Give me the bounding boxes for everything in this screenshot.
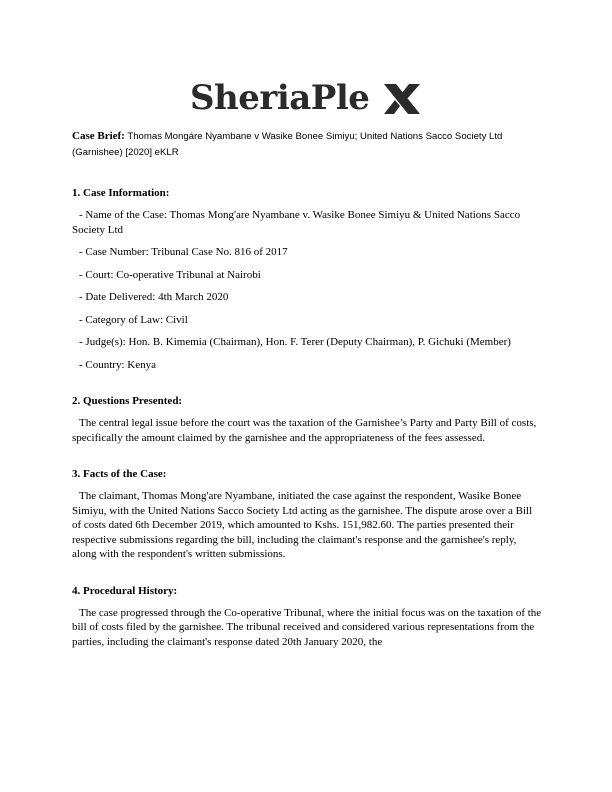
section-case-information xyxy=(72,186,542,372)
list-item: - Judge(s): Hon. B. Kimemia (Chairman), Hon. F. Terer (Deputy Chairman), P. Gichuki (Member) xyxy=(79,336,511,348)
list-item: - Category of Law: Civil xyxy=(79,313,188,326)
list-item: - Case Number: Tribunal Case No. 816 of 2017 xyxy=(79,246,288,258)
section-procedural-history xyxy=(72,584,542,650)
section-heading: 3. Facts of the Case: xyxy=(72,468,167,480)
logo-wordmark: SheriaPle xyxy=(190,78,370,118)
case-brief-name: Thomas Mongáre Nyambane v Wasike Bonee Simiyu; United Nations Sacco Society Ltd (Garnishee) [2020] eKLR xyxy=(72,131,503,158)
case-brief-title xyxy=(72,128,542,161)
logo-x-mark-icon xyxy=(382,82,422,116)
list-item: - Court: Co-operative Tribunal at Nairobi xyxy=(79,268,261,281)
document-body xyxy=(72,186,542,649)
case-brief-label: Case Brief: xyxy=(72,130,125,142)
section-heading: 2. Questions Presented: xyxy=(72,395,183,407)
section-questions-presented xyxy=(72,394,542,445)
section-heading: 4. Procedural History: xyxy=(72,584,178,597)
section-heading: 1. Case Information: xyxy=(72,187,170,199)
section-paragraph: The case progressed through the Co-operative Tribunal, where the initial focus was on the taxation of the bill of costs filed by the garnishee. The tribunal received and considered various representations from the parties, including the claimant's response dated 20th January 2020, the xyxy=(72,606,542,648)
list-item: - Country: Kenya xyxy=(79,358,156,371)
section-paragraph: The claimant, Thomas Mong'are Nyambane, initiated the case against the respondent, Wasike Bonee Simiyu, with the United Nations Sacco Society Ltd acting as the garnishee. The dispute arose over a Bill of costs dated 6th December 2019, which amounted to Kshs. 151,982.60. The parties presented their respective submissions regarding the bill, including the claimant's response and the garnishee's reply, along with the respondent's written submissions. xyxy=(72,490,533,560)
section-facts xyxy=(72,467,542,562)
list-item: - Name of the Case: Thomas Mong'are Nyambane v. Wasike Bonee Simiyu & United Nations Sacco Society Ltd xyxy=(72,209,521,236)
section-paragraph: The central legal issue before the court was the taxation of the Garnishee’s Party and Party Bill of costs, specifically the amount claimed by the garnishee and the appropriateness of the fees assessed. xyxy=(72,417,537,444)
list-item: - Date Delivered: 4th March 2020 xyxy=(79,291,229,303)
sheriaplex-logo xyxy=(190,78,422,122)
